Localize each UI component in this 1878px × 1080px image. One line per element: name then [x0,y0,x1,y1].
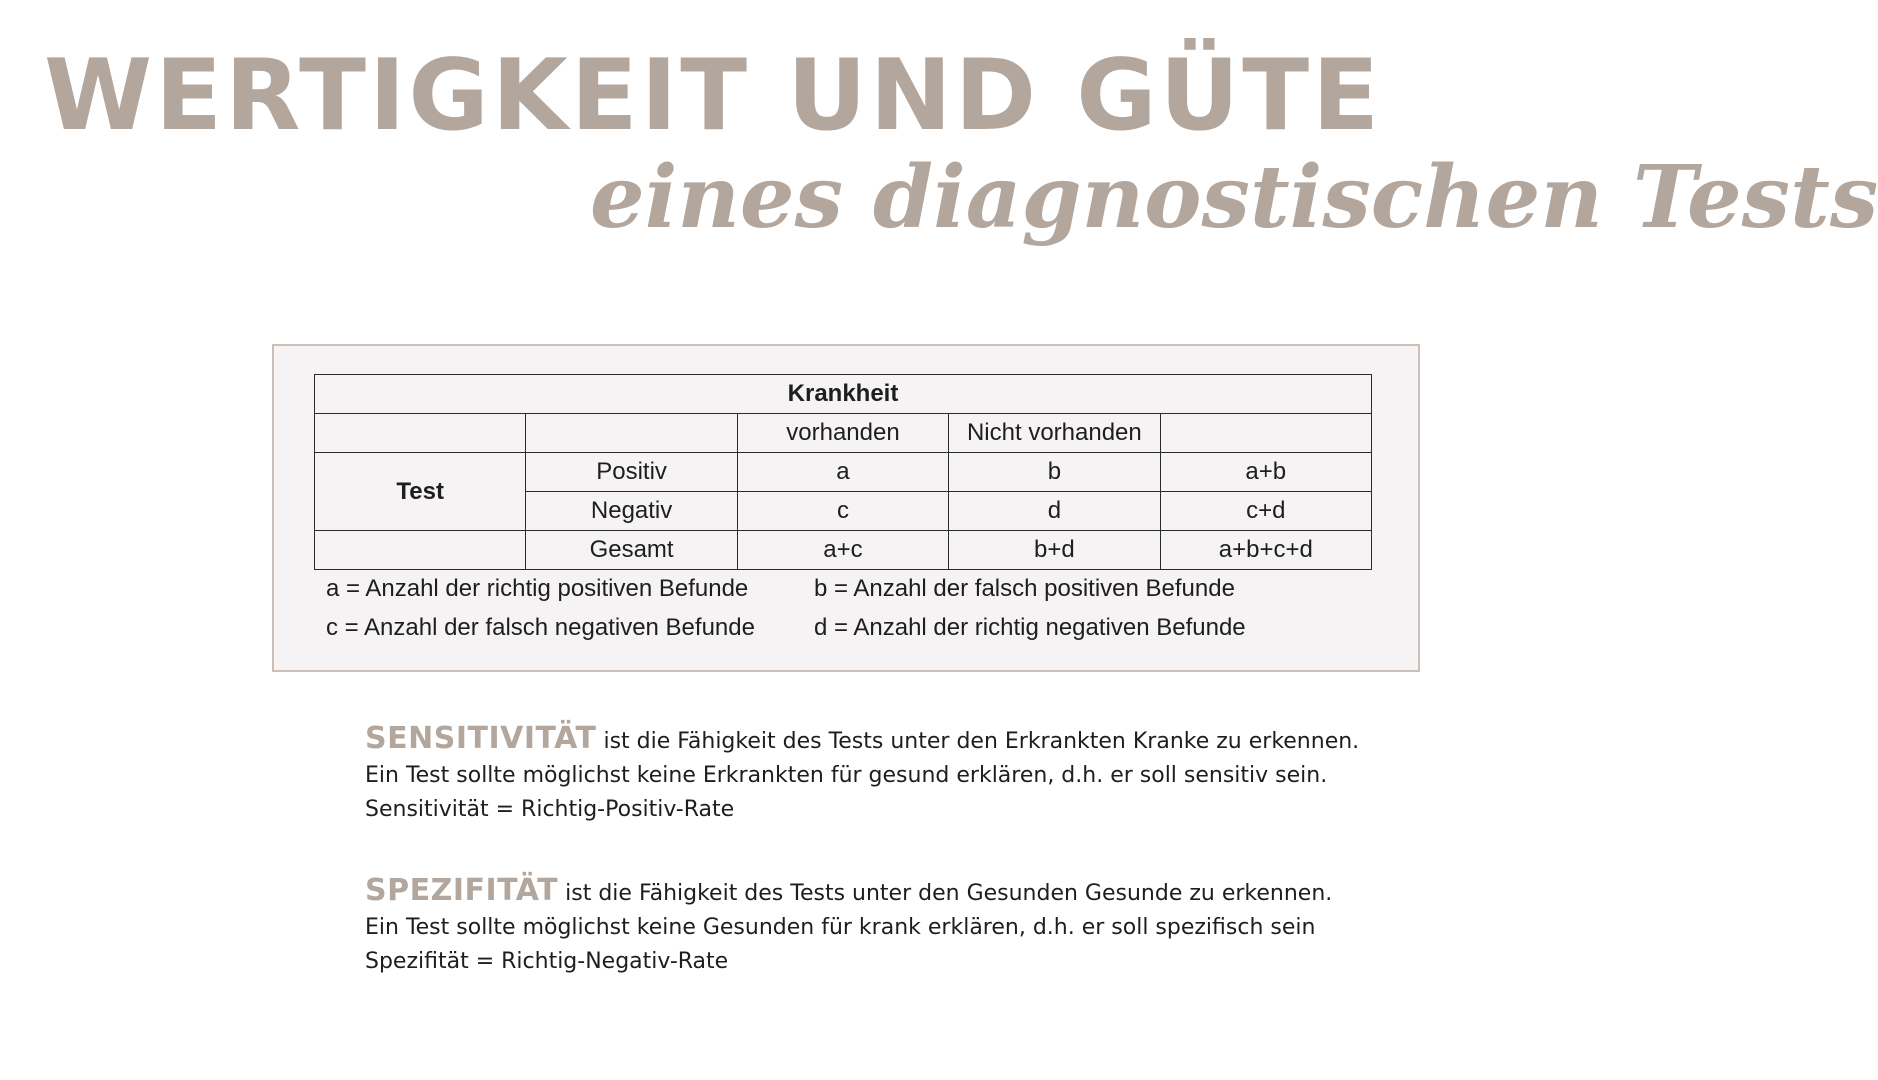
table-empty-cell [315,414,526,453]
table-empty-cell [526,414,737,453]
column-header-vorhanden: vorhanden [737,414,948,453]
cell-b: b [949,453,1160,492]
row-group-label-test: Test [315,453,526,531]
sensitivity-term: SENSITIVITÄT [365,721,597,756]
column-header-nicht-vorhanden: Nicht vorhanden [949,414,1160,453]
cell-a-plus-c: a+c [737,531,948,570]
table-empty-cell [1160,414,1371,453]
specificity-line-1 [365,874,1365,911]
legend-a: a = Anzahl der richtig positiven Befunde [326,575,749,602]
page-title: WERTIGKEIT UND GÜTE [44,39,1383,153]
legend-d: d = Anzahl der richtig negativen Befunde [814,614,1246,641]
contingency-table [314,374,1372,570]
cell-a-plus-b: a+b [1160,453,1371,492]
legend-b: b = Anzahl der falsch positiven Befunde [814,575,1235,602]
cell-a: a [737,453,948,492]
cell-b-plus-d: b+d [949,531,1160,570]
table-row-positiv [315,453,1372,492]
table-empty-cell [315,531,526,570]
specificity-definition: ist die Fähigkeit des Tests unter den Gesunden Gesunde zu erkennen. [558,881,1333,906]
specificity-line-3: Spezifität = Richtig-Negativ-Rate [365,949,729,974]
sensitivity-line-2: Ein Test sollte möglichst keine Erkrankten für gesund erklären, d.h. er soll sensitiv sein. [365,763,1328,788]
row-label-positiv: Positiv [526,453,737,492]
table-header-krankheit: Krankheit [315,375,1372,414]
table-header-row [315,375,1372,414]
sensitivity-section [365,722,1365,827]
specificity-line-2: Ein Test sollte möglichst keine Gesunden für krank erklären, d.h. er soll spezifisch sein [365,915,1316,940]
sensitivity-line-1 [365,722,1365,759]
specificity-term: SPEZIFITÄT [365,873,559,908]
cell-c: c [737,492,948,531]
page-subtitle: eines diagnostischen Tests [590,147,1878,248]
sensitivity-line-3: Sensitivität = Richtig-Positiv-Rate [365,797,735,822]
sensitivity-definition: ist die Fähigkeit des Tests unter den Erkrankten Kranke zu erkennen. [596,729,1360,754]
table-row-gesamt [315,531,1372,570]
row-label-gesamt: Gesamt [526,531,737,570]
cell-total: a+b+c+d [1160,531,1371,570]
cell-c-plus-d: c+d [1160,492,1371,531]
row-label-negativ: Negativ [526,492,737,531]
specificity-section [365,874,1365,979]
table-column-header-row [315,414,1372,453]
contingency-box [272,344,1420,672]
legend-c: c = Anzahl der falsch negativen Befunde [326,614,755,641]
cell-d: d [949,492,1160,531]
